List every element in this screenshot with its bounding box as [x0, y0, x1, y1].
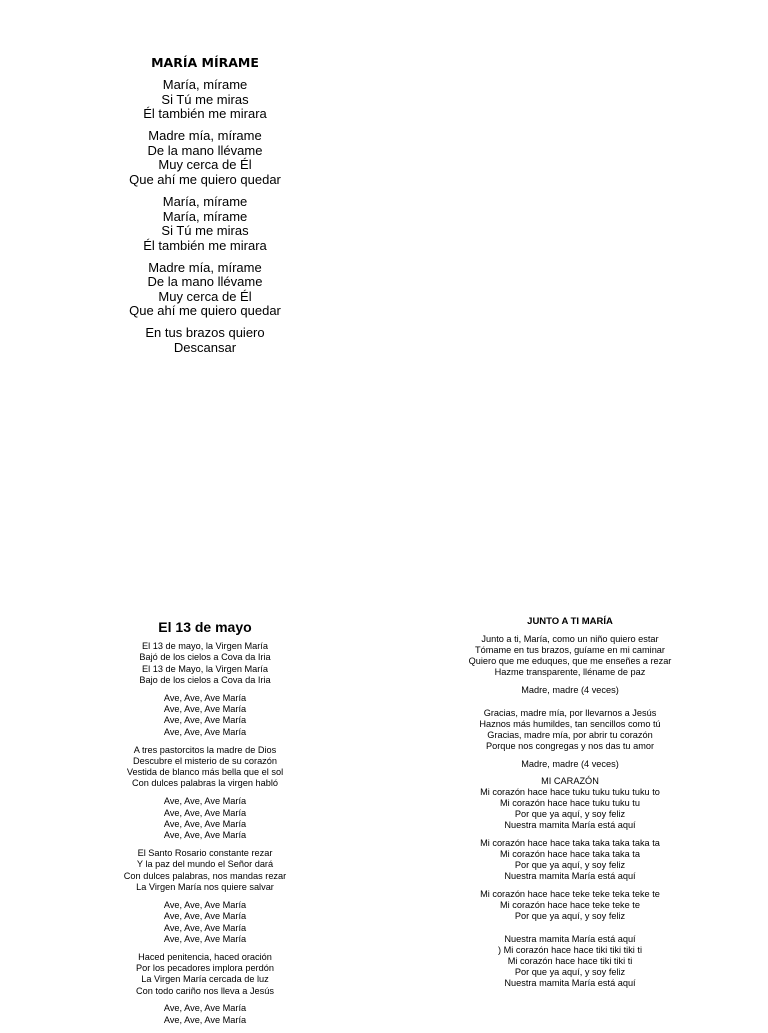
lyric-line: Madre, madre (4 veces) [521, 684, 619, 695]
lyric-line: Mi corazón hace hace teke teke teka teke te [480, 888, 660, 899]
lyric-line: Hazme transparente, lléname de paz [494, 667, 646, 678]
lyric-line: La Virgen María cercada de luz [141, 974, 269, 985]
lyric-line: Haznos más humildes, tan sencillos como tú [479, 718, 661, 729]
lyric-line: Por que ya aquí, y soy feliz [514, 809, 626, 820]
lyric-line: Bajó de los cielos a Cova da Iria [139, 652, 271, 663]
stanza [100, 900, 310, 945]
stanza [100, 796, 310, 841]
stanza [100, 745, 310, 790]
lyric-line: Con dulces palabras la virgen habló [131, 778, 279, 789]
lyric-line: Mi corazón hace hace tuku tuku tuku tuku to [480, 787, 660, 798]
lyric-line: Ave, Ave, Ave María [163, 726, 247, 737]
stanza [100, 261, 310, 319]
stanza [100, 693, 310, 738]
lyric-line: Ave, Ave, Ave María [163, 899, 247, 910]
lyric-line: Ave, Ave, Ave María [163, 922, 247, 933]
lyric-line: El 13 de Mayo, la Virgen María [142, 663, 268, 674]
lyric-line: Madre, madre (4 veces) [521, 758, 619, 769]
lyric-line: Mi corazón hace hace tuku tuku tu [500, 798, 640, 809]
lyric-line: En tus brazos quiero [145, 325, 265, 341]
lyric-line: Muy cerca de Él [158, 157, 252, 173]
lyric-line: Madre mía, mírame [148, 128, 262, 144]
lyric-line: Vestida de blanco más bella que el sol [126, 767, 284, 778]
stanza [100, 78, 310, 122]
lyric-line: Quiero que me eduques, que me enseñes a rezar [468, 656, 672, 667]
lyric-line: Mi corazón hace hace tiki tiki ti [507, 956, 633, 967]
lyric-line: Mi corazón hace hace teke teke te [500, 899, 640, 910]
lyric-line: Si Tú me miras [161, 223, 249, 239]
lyric-line: Ave, Ave, Ave María [163, 911, 247, 922]
lyric-line: Tómame en tus brazos, guíame en mi caminar [475, 645, 665, 656]
lyric-line: Junto a ti, María, como un niño quiero estar [481, 634, 659, 644]
stanza [440, 934, 700, 989]
lyric-line: Que ahí me quiero quedar [129, 303, 281, 319]
lyric-line: Ave, Ave, Ave María [163, 818, 247, 829]
sub-title: MI CARAZÓN [541, 776, 599, 787]
lyric-line: Ave, Ave, Ave María [163, 933, 247, 944]
lyric-line: El 13 de mayo, la Virgen María [142, 641, 268, 651]
lyric-line: Madre mía, mírame [148, 259, 262, 275]
lyric-line: Con todo cariño nos lleva a Jesús [136, 985, 274, 996]
lyric-line: Por que ya aquí, y soy feliz [514, 860, 626, 871]
lyric-line: Gracias, madre mía, por abrir tu corazón [487, 730, 653, 741]
stanza [100, 326, 310, 355]
lyric-line: Ave, Ave, Ave María [163, 692, 247, 703]
song-junto-a-ti-maria [440, 616, 700, 996]
stanza [100, 952, 310, 997]
lyric-line: Nuestra mamita María está aquí [504, 978, 636, 989]
lyric-line: Nuestra mamita María está aquí [504, 934, 636, 945]
lyric-line: El Santo Rosario constante rezar [137, 848, 273, 859]
lyric-line: Y la paz del mundo el Señor dará [136, 859, 274, 870]
lyric-line: María, mírame [162, 193, 248, 209]
song-13-de-mayo [100, 619, 310, 1033]
lyric-line: Ave, Ave, Ave María [163, 830, 247, 841]
lyric-line: Mi corazón hace hace taka taka ta [500, 849, 640, 860]
stanza [440, 838, 700, 882]
lyric-line: A tres pastorcitos la madre de Dios [133, 744, 277, 755]
stanza [100, 195, 310, 253]
lyric-line: Ave, Ave, Ave María [163, 1003, 247, 1014]
stanza [100, 641, 310, 686]
lyric-line: María, mírame [162, 77, 248, 92]
lyric-line: Muy cerca de Él [158, 288, 252, 304]
song-title: JUNTO A TI MARÍA [527, 616, 613, 627]
lyric-line: Nuestra mamita María está aquí [504, 871, 636, 882]
song-title: El 13 de mayo [158, 619, 252, 635]
stanza [100, 848, 310, 893]
song-title: MARÍA MÍRAME [151, 55, 259, 70]
lyric-line: ) Mi corazón hace hace tiki tiki tiki ti [498, 945, 642, 956]
lyric-line: Nuestra mamita María está aquí [504, 820, 636, 831]
lyric-line: Por que ya aquí, y soy feliz [514, 910, 626, 921]
lyric-line: Él también me mirara [143, 237, 267, 253]
lyric-line: Descubre el misterio de su corazón [132, 755, 277, 766]
lyric-line: Ave, Ave, Ave María [163, 715, 247, 726]
lyric-line: Gracias, madre mía, por llevarnos a Jesús [483, 707, 657, 718]
lyric-line: De la mano llévame [147, 142, 263, 158]
stanza [440, 708, 700, 752]
lyric-line: Con dulces palabras, nos mandas rezar [123, 870, 287, 881]
lyric-line: Ave, Ave, Ave María [163, 796, 247, 807]
lyric-line: Si Tú me miras [161, 91, 249, 107]
lyric-line: Ave, Ave, Ave María [163, 704, 247, 715]
lyric-line: Porque nos congregas y nos das tu amor [485, 741, 655, 752]
lyric-line: Ave, Ave, Ave María [163, 1014, 247, 1025]
lyric-line: Descansar [173, 340, 237, 356]
song-maria-mirame [100, 55, 310, 363]
stanza [440, 776, 700, 831]
lyric-line: De la mano llévame [147, 274, 263, 290]
lyric-line: Él también me mirara [143, 106, 267, 122]
stanza [440, 759, 700, 770]
stanza [440, 685, 700, 696]
lyric-line: Que ahí me quiero quedar [129, 171, 281, 187]
stanza [440, 889, 700, 922]
lyric-line: Por que ya aquí, y soy feliz [514, 967, 626, 978]
lyric-line: Ave, Ave, Ave María [163, 807, 247, 818]
lyric-line: Bajo de los cielos a Cova da Iria [139, 674, 271, 685]
lyric-line: La Virgen María nos quiere salvar [136, 882, 274, 893]
stanza [440, 634, 700, 678]
lyric-line: María, mírame [162, 208, 248, 224]
lyric-line: Por los pecadores implora perdón [136, 962, 274, 973]
lyric-line: Mi corazón hace hace taka taka taka taka ta [480, 837, 660, 848]
stanza [100, 129, 310, 187]
lyric-line: Haced penitencia, haced oración [138, 951, 272, 962]
stanza [100, 1003, 310, 1026]
